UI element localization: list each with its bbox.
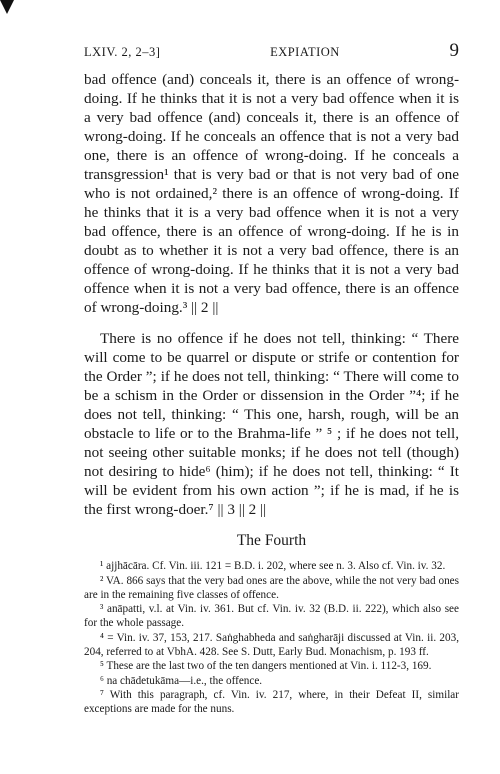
footnote: ¹ ajjhācāra. Cf. Vin. iii. 121 = B.D. i. 202, where see n. 3. Also cf. Vin. iv. 32. [100, 560, 446, 572]
section-title: The Fourth [236, 532, 307, 549]
body-paragraph: There is no offence if he does not tell, thinking: “ There will come to be quarrel or dispute or strife or contention for the Order ”; if he does not tell, thinking: “ There will come to be a schism in the Order or dissension in the Order ”⁴; if he does not tell, thinking: “ This one, harsh, rough, will be an obstacle to life or to the Brahma-life ” ⁵ ; if he does not tell, not seeing other suitable monks; if he does not tell (though) not desiring to hide⁶ (him); if he does not tell, thinking: “ It will be evident from his own action ”; if he is mad, if he is the first wrong-doer.⁷ || 3 || 2 || [84, 330, 459, 518]
footnote: ⁴ = Vin. iv. 37, 153, 217. Saṅghabheda and saṅgharāji discussed at Vin. ii. 203, 204, referred to at VbhA. 428. See S. Dutt, Early Bud. Monachism, p. 193 ff. [84, 631, 459, 658]
footnote: ³ anāpatti, v.l. at Vin. iv. 361. But cf. Vin. iv. 32 (B.D. ii. 222), which also see for the whole passage. [84, 603, 459, 629]
running-head-section: LXIV. 2, 2–3] [84, 45, 161, 59]
footnote: ⁷ With this paragraph, cf. Vin. iv. 217, where, in their Defeat II, similar exceptions are made for the nuns. [84, 689, 459, 715]
footnote: ⁵ These are the last two of the ten dangers mentioned at Vin. i. 112-3, 169. [100, 660, 432, 672]
running-head-title: EXPIATION [270, 45, 340, 59]
page-number: 9 [449, 40, 459, 61]
page [84, 40, 459, 717]
footnotes [84, 559, 459, 716]
footnote: ² VA. 866 says that the very bad ones are the above, while the not very bad ones are in the remaining five classes of offence. [84, 574, 459, 601]
footnote: ⁶ na chādetukāma—i.e., the offence. [100, 674, 263, 687]
body-paragraph: bad offence (and) conceals it, there is an offence of wrong-doing. If he thinks that it is not a very bad offence when it is a very bad offence (and) conceals it, there is an offence of wrong-doing. If he conceals an offence that is not a very bad one, there is an offence of wrong-doing. If he conceals a transgression¹ that is very bad or that is not very bad of one who is not ordained,² there is an offence of wrong-doing. If he thinks that it is a very bad offence when it is not a very bad offence, there is an offence of wrong-doing. If he is in doubt as to whether it is not a very bad offence, there is an offence of wrong-doing. If he thinks that it is not a very bad offence when it is not a very bad offence, there is an offence of wrong-doing.³ || 2 || [84, 71, 459, 316]
running-head [84, 40, 459, 64]
corner-mark [0, 0, 14, 14]
